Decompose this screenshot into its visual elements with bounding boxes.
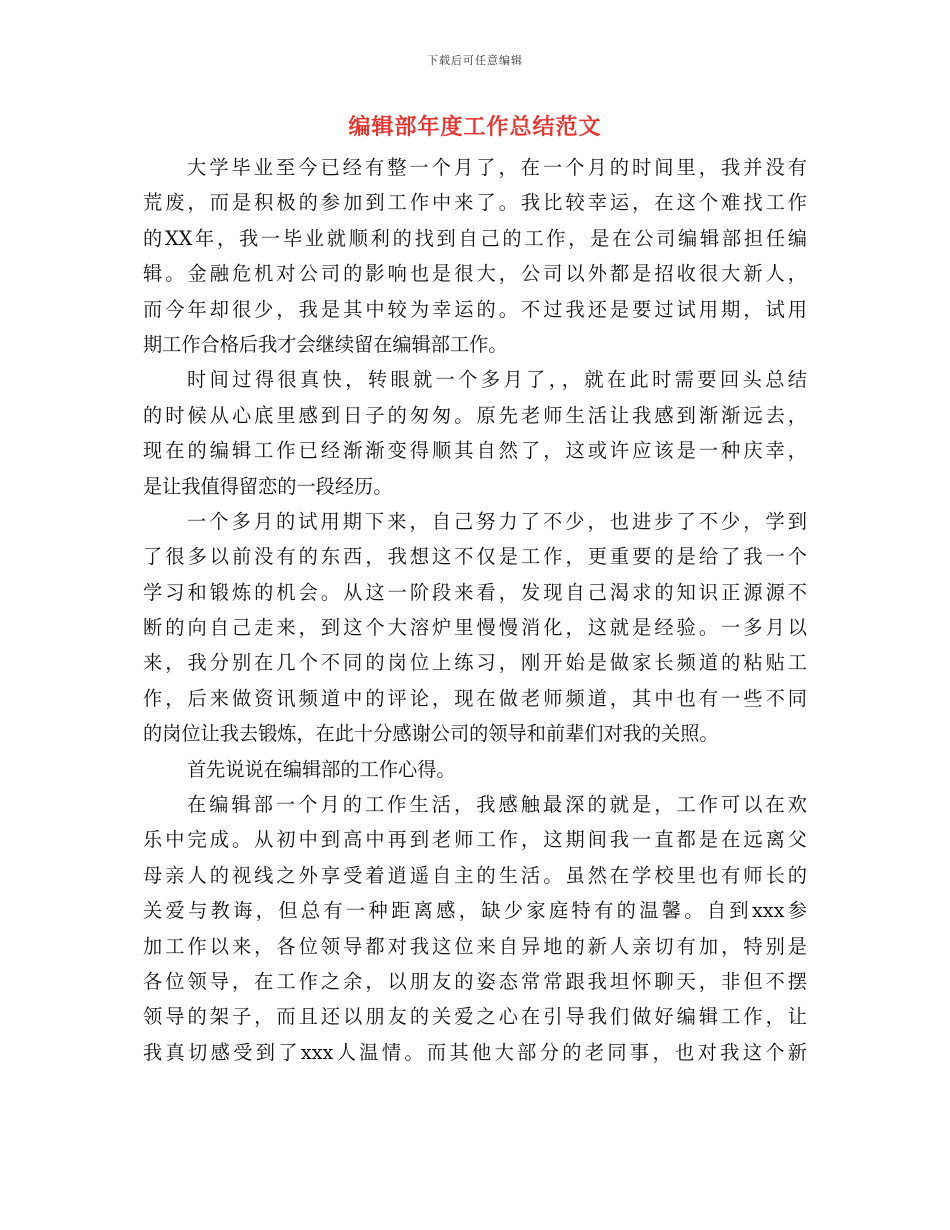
- body-line: 的XX年，我一毕业就顺利的找到自己的工作，是在公司编辑部担任编: [143, 226, 807, 250]
- body-line: 期工作合格后我才会继续留在编辑部工作。: [143, 332, 508, 356]
- document-title: 编辑部年度工作总结范文: [348, 114, 602, 140]
- body-line: 了很多以前没有的东西，我想这不仅是工作，更重要的是给了我一个: [143, 545, 807, 569]
- body-line: 的岗位让我去锻炼，在此十分感谢公司的领导和前辈们对我的关照。: [143, 722, 719, 746]
- body-line: 加工作以来，各位领导都对我这位来自异地的新人亲切有加，特别是: [143, 934, 807, 958]
- body-line: 我真切感受到了xxx人温情。而其他大部分的老同事，也对我这个新: [143, 1040, 807, 1064]
- body-line: 在编辑部一个月的工作生活，我感触最深的就是，工作可以在欢: [187, 793, 807, 817]
- body-line: 作，后来做资讯频道中的评论，现在做老师频道，其中也有一些不同: [143, 686, 807, 710]
- header-note: 下载后可任意编辑: [427, 54, 523, 67]
- document-body: [143, 150, 807, 1070]
- body-line: 是让我值得留恋的一段经历。: [143, 474, 393, 498]
- body-line: 各位领导，在工作之余，以朋友的姿态常常跟我坦怀聊天，非但不摆: [143, 969, 807, 993]
- body-line: 乐中完成。从初中到高中再到老师工作，这期间我一直都是在远离父: [143, 828, 807, 852]
- body-line: 荒废，而是积极的参加到工作中来了。我比较幸运，在这个难找工作: [143, 191, 807, 215]
- body-line: 母亲人的视线之外享受着逍遥自主的生活。虽然在学校里也有师长的: [143, 863, 807, 887]
- body-line: 来，我分别在几个不同的岗位上练习，刚开始是做家长频道的粘贴工: [143, 651, 807, 675]
- body-line: 大学毕业至今已经有整一个月了，在一个月的时间里，我并没有: [187, 156, 807, 179]
- body-line: 学习和锻炼的机会。从这一阶段来看，发现自己渴求的知识正源源不: [143, 580, 807, 604]
- body-line: 时间过得很真快，转眼就一个多月了，，就在此时需要回头总结: [187, 368, 807, 392]
- body-line: 而今年却很少，我是其中较为幸运的。不过我还是要过试用期，试用: [143, 297, 807, 321]
- body-line: 现在的编辑工作已经渐渐变得顺其自然了，这或许应该是一种庆幸，: [143, 439, 807, 463]
- body-line: 辑。金融危机对公司的影响也是很大，公司以外都是招收很大新人，: [143, 262, 807, 286]
- body-line: 一个多月的试用期下来，自己努力了不少，也进步了不少，学到: [187, 509, 807, 533]
- body-line: 领导的架子，而且还以朋友的关爱之心在引导我们做好编辑工作，让: [143, 1005, 807, 1029]
- body-line: 首先说说在编辑部的工作心得。: [187, 757, 456, 781]
- body-line: 的时候从心底里感到日子的匆匆。原先老师生活让我感到渐渐远去，: [143, 403, 807, 427]
- body-line: 关爱与教诲，但总有一种距离感，缺少家庭特有的温馨。自到xxx参: [143, 899, 807, 923]
- body-line: 断的向自己走来，到这个大溶炉里慢慢消化，这就是经验。一多月以: [143, 616, 807, 640]
